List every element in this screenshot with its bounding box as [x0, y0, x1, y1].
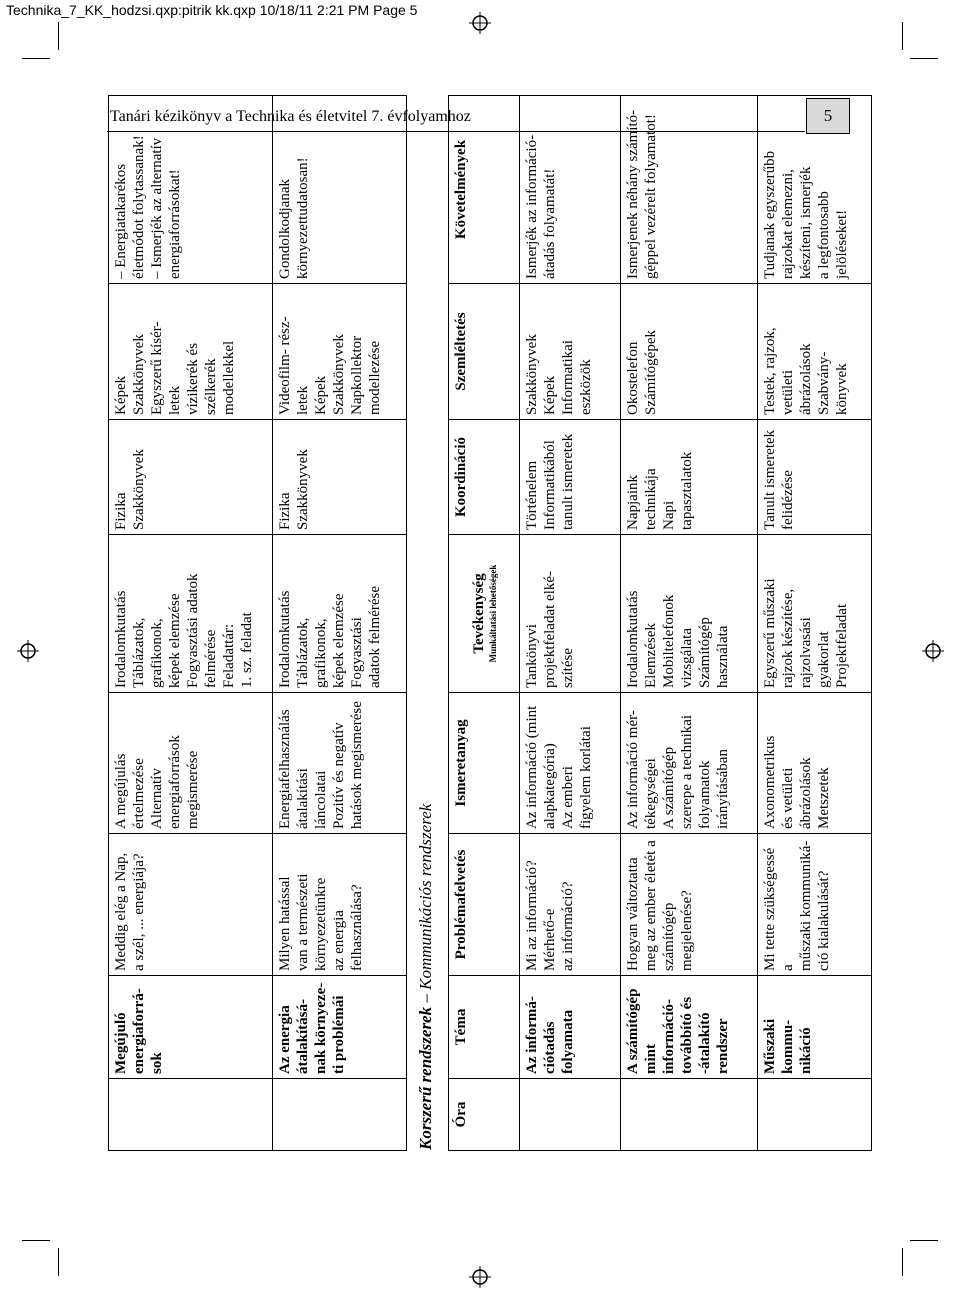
problem-cell: Meddig elég a Nap, a szél, ... energiája?: [109, 834, 273, 976]
ora-cell: [758, 1079, 872, 1151]
topic-cell: Az energia átalakításá- nak környeze- ti problémái: [273, 976, 407, 1079]
table-row: [520, 96, 621, 1151]
requirements-cell: Ismerjenek néhány számító- géppel vezérelt folyamatot!: [621, 96, 758, 284]
header-tema: Téma: [449, 976, 520, 1079]
header-ora: Óra: [449, 1079, 520, 1151]
running-head: Tanári kézikönyv a Technika és életvitel 7. évfolyamhoz: [110, 108, 471, 125]
knowledge-cell: A megújulás értelmezése Alternatív energiaforrások megismerése: [109, 693, 273, 834]
header-activity-label: Tevékenység: [471, 573, 487, 654]
table-row: [109, 96, 273, 1151]
knowledge-cell: Az információ mér- tékegységei A számítógép szerepe a technikai folyamatok irányításában: [621, 693, 758, 834]
ora-cell: [520, 1079, 621, 1151]
visual-cell: Videofilm- rész- letek Képek Szakkönyvek Napkollektor modellezése: [273, 284, 407, 420]
knowledge-cell: Energiafelhasználás átalakítási láncolatai Pozitív és negatív hatások megismerése: [273, 693, 407, 834]
requirements-cell: Gondolkodjanak környezettudatosan!: [273, 96, 407, 284]
ora-cell: [273, 1079, 407, 1151]
activity-cell: Irodalomkutatás Elemzések Mobiltelefonok vizsgálata Számítógép használata: [621, 535, 758, 693]
print-slug: Technika_7_KK_hodzsi.qxp:pitrik kk.qxp 10/18/11 2:21 PM Page 5: [6, 2, 418, 18]
topic-cell: Megújuló energiaforrá- sok: [109, 976, 273, 1079]
table-row: [273, 96, 407, 1151]
section-title: [416, 804, 436, 1150]
coordination-cell: Napjaink technikája Napi tapasztalatok: [621, 420, 758, 535]
header-coordination: Koordináció: [449, 420, 520, 535]
section-title-sub: – Kommunikációs rendszerek: [416, 803, 435, 1003]
page-number: 5: [806, 98, 850, 134]
header-problem: Problémafelvetés: [449, 834, 520, 976]
header-activity-sub: Munkáltatási lehetőségek: [488, 564, 498, 663]
coordination-cell: Fizika Szakkönyvek: [273, 420, 407, 535]
coordination-cell: Tanult ismeretek felidézése: [758, 420, 872, 535]
header-row: [449, 96, 520, 1151]
header-knowledge: Ismeretanyag: [449, 693, 520, 834]
activity-cell: Irodalomkutatás Táblázatok, grafikonok, képek elemzése Fogyasztási adatok felmérése Feladattár: 1. sz. feladat: [109, 535, 273, 693]
visual-cell: Képek Szakkönyvek Egyszerű kísér- letek vízikerék és szélkerék modellekkel: [109, 284, 273, 420]
problem-cell: Hogyan változtatta meg az ember életét a számítógép megjelenése?: [621, 834, 758, 976]
top-table: [108, 95, 407, 1151]
requirements-cell: Tudjanak egyszerűbb rajzokat elemezni, készíteni, ismerjék a legfontosabb jelöléseket!: [758, 96, 872, 284]
problem-cell: Mi az információ? Mérhető-e az információ?: [520, 834, 621, 976]
section-title-main: Korszerű rendszerek: [416, 1006, 435, 1150]
table-row: [621, 96, 758, 1151]
topic-cell: Az informá- ciótadás folyamata: [520, 976, 621, 1079]
header-activity: [449, 535, 520, 693]
knowledge-cell: Axonometrikus és vetületi ábrázolások Metszetek: [758, 693, 872, 834]
activity-cell: Tankönyvi projektfeladat elké- szítése: [520, 535, 621, 693]
header-visual: Szemléltetés: [449, 284, 520, 420]
activity-cell: Irodalomkutatás Táblázatok, grafikonok, képek elemzése Fogyasztási adatok felmérése: [273, 535, 407, 693]
visual-cell: Okostelefon Számítógépek: [621, 284, 758, 420]
requirements-cell: – Energiatakarékos életmódot folytassanak! – Ismerjék az alternatív energiaforrásokat!: [109, 96, 273, 284]
topic-cell: A számítógép mint információ- továbbító és -átalakító rendszer: [621, 976, 758, 1079]
coordination-cell: Fizika Szakkönyvek: [109, 420, 273, 535]
ora-cell: [621, 1079, 758, 1151]
activity-cell: Egyszerű műszaki rajzok készítése, rajzolvasási gyakorlat Projektfeladat: [758, 535, 872, 693]
table-row: [758, 96, 872, 1151]
problem-cell: Milyen hatással van a természeti környezetünkre az energia felhasználása?: [273, 834, 407, 976]
topic-cell: Műszaki kommu- nikáció: [758, 976, 872, 1079]
ora-cell: [109, 1079, 273, 1151]
bottom-table: [448, 95, 872, 1151]
visual-cell: Szakkönyvek Képek Informatikai eszközök: [520, 284, 621, 420]
requirements-cell: Ismerjék az információ- átadás folyamatát!: [520, 96, 621, 284]
knowledge-cell: Az információ (mint alapkategória) Az emberi figyelem korlátai: [520, 693, 621, 834]
header-requirements: Követelmények: [449, 96, 520, 284]
coordination-cell: Történelem Informatikából tanult ismeretek: [520, 420, 621, 535]
visual-cell: Testek, rajzok, vetületi ábrázolások Szabvány- könyvek: [758, 284, 872, 420]
problem-cell: Mi tette szükségessé a műszaki kommuniká- ció kialakulását?: [758, 834, 872, 976]
